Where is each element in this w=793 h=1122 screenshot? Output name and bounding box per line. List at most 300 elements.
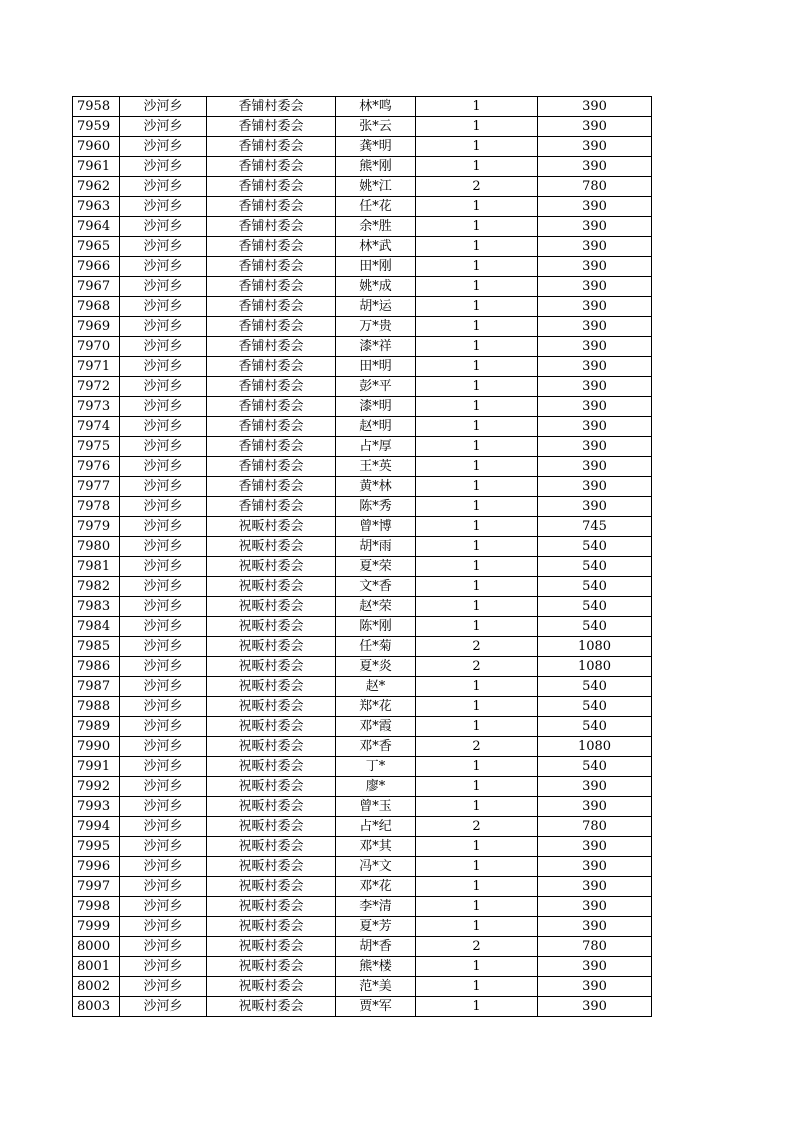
row-number-cell: 7967	[73, 277, 120, 297]
amount-cell: 540	[538, 697, 652, 717]
township-cell: 沙河乡	[120, 577, 207, 597]
amount-cell: 390	[538, 897, 652, 917]
name-cell: 赵*	[336, 677, 416, 697]
amount-cell: 1080	[538, 657, 652, 677]
name-cell: 文*香	[336, 577, 416, 597]
name-cell: 漆*明	[336, 397, 416, 417]
name-cell: 田*明	[336, 357, 416, 377]
amount-cell: 1080	[538, 737, 652, 757]
table-row	[73, 757, 652, 777]
count-cell: 1	[416, 417, 538, 437]
township-cell: 沙河乡	[120, 497, 207, 517]
township-cell: 沙河乡	[120, 997, 207, 1017]
table-row	[73, 437, 652, 457]
count-cell: 1	[416, 877, 538, 897]
count-cell: 1	[416, 977, 538, 997]
count-cell: 1	[416, 837, 538, 857]
township-cell: 沙河乡	[120, 817, 207, 837]
row-number-cell: 7981	[73, 557, 120, 577]
township-cell: 沙河乡	[120, 917, 207, 937]
table-row	[73, 377, 652, 397]
row-number-cell: 8000	[73, 937, 120, 957]
table-row	[73, 477, 652, 497]
table-row	[73, 597, 652, 617]
count-cell: 2	[416, 637, 538, 657]
village-committee-cell: 香铺村委会	[207, 377, 336, 397]
count-cell: 1	[416, 597, 538, 617]
village-committee-cell: 香铺村委会	[207, 197, 336, 217]
table-row	[73, 997, 652, 1017]
village-committee-cell: 香铺村委会	[207, 297, 336, 317]
count-cell: 1	[416, 917, 538, 937]
village-committee-cell: 祝畈村委会	[207, 577, 336, 597]
name-cell: 万*贵	[336, 317, 416, 337]
village-committee-cell: 香铺村委会	[207, 237, 336, 257]
village-committee-cell: 祝畈村委会	[207, 977, 336, 997]
amount-cell: 390	[538, 197, 652, 217]
table-row	[73, 937, 652, 957]
name-cell: 余*胜	[336, 217, 416, 237]
name-cell: 邓*霞	[336, 717, 416, 737]
amount-cell: 390	[538, 277, 652, 297]
village-committee-cell: 祝畈村委会	[207, 697, 336, 717]
village-committee-cell: 香铺村委会	[207, 337, 336, 357]
table-row	[73, 317, 652, 337]
village-committee-cell: 祝畈村委会	[207, 917, 336, 937]
name-cell: 黄*林	[336, 477, 416, 497]
township-cell: 沙河乡	[120, 637, 207, 657]
row-number-cell: 7985	[73, 637, 120, 657]
township-cell: 沙河乡	[120, 697, 207, 717]
amount-cell: 745	[538, 517, 652, 537]
count-cell: 1	[416, 697, 538, 717]
count-cell: 2	[416, 737, 538, 757]
table-row	[73, 637, 652, 657]
row-number-cell: 7993	[73, 797, 120, 817]
amount-cell: 390	[538, 437, 652, 457]
township-cell: 沙河乡	[120, 437, 207, 457]
row-number-cell: 7958	[73, 97, 120, 117]
amount-cell: 390	[538, 337, 652, 357]
amount-cell: 390	[538, 157, 652, 177]
count-cell: 1	[416, 97, 538, 117]
row-number-cell: 7982	[73, 577, 120, 597]
table-row	[73, 117, 652, 137]
table-body	[73, 97, 652, 1017]
name-cell: 夏*芳	[336, 917, 416, 937]
amount-cell: 390	[538, 117, 652, 137]
row-number-cell: 8003	[73, 997, 120, 1017]
table-row	[73, 817, 652, 837]
amount-cell: 540	[538, 597, 652, 617]
township-cell: 沙河乡	[120, 377, 207, 397]
village-committee-cell: 香铺村委会	[207, 397, 336, 417]
village-committee-cell: 祝畈村委会	[207, 557, 336, 577]
table-row	[73, 737, 652, 757]
row-number-cell: 7984	[73, 617, 120, 637]
name-cell: 林*鸣	[336, 97, 416, 117]
township-cell: 沙河乡	[120, 257, 207, 277]
row-number-cell: 7999	[73, 917, 120, 937]
township-cell: 沙河乡	[120, 597, 207, 617]
amount-cell: 390	[538, 397, 652, 417]
name-cell: 邓*香	[336, 737, 416, 757]
amount-cell: 540	[538, 577, 652, 597]
row-number-cell: 7978	[73, 497, 120, 517]
table-row	[73, 557, 652, 577]
township-cell: 沙河乡	[120, 877, 207, 897]
amount-cell: 390	[538, 877, 652, 897]
name-cell: 占*纪	[336, 817, 416, 837]
township-cell: 沙河乡	[120, 897, 207, 917]
count-cell: 1	[416, 317, 538, 337]
village-committee-cell: 香铺村委会	[207, 277, 336, 297]
township-cell: 沙河乡	[120, 717, 207, 737]
count-cell: 1	[416, 477, 538, 497]
table-row	[73, 257, 652, 277]
amount-cell: 390	[538, 377, 652, 397]
name-cell: 赵*明	[336, 417, 416, 437]
name-cell: 胡*香	[336, 937, 416, 957]
village-committee-cell: 祝畈村委会	[207, 857, 336, 877]
village-committee-cell: 祝畈村委会	[207, 937, 336, 957]
row-number-cell: 7961	[73, 157, 120, 177]
row-number-cell: 7986	[73, 657, 120, 677]
township-cell: 沙河乡	[120, 357, 207, 377]
count-cell: 1	[416, 677, 538, 697]
township-cell: 沙河乡	[120, 737, 207, 757]
count-cell: 1	[416, 337, 538, 357]
table-row	[73, 917, 652, 937]
village-committee-cell: 香铺村委会	[207, 477, 336, 497]
row-number-cell: 7987	[73, 677, 120, 697]
row-number-cell: 7990	[73, 737, 120, 757]
row-number-cell: 7973	[73, 397, 120, 417]
township-cell: 沙河乡	[120, 237, 207, 257]
township-cell: 沙河乡	[120, 97, 207, 117]
count-cell: 1	[416, 397, 538, 417]
amount-cell: 390	[538, 237, 652, 257]
count-cell: 1	[416, 257, 538, 277]
count-cell: 2	[416, 657, 538, 677]
name-cell: 姚*江	[336, 177, 416, 197]
name-cell: 占*厚	[336, 437, 416, 457]
name-cell: 郑*花	[336, 697, 416, 717]
count-cell: 1	[416, 217, 538, 237]
name-cell: 任*菊	[336, 637, 416, 657]
table-row	[73, 617, 652, 637]
village-committee-cell: 祝畈村委会	[207, 537, 336, 557]
township-cell: 沙河乡	[120, 117, 207, 137]
amount-cell: 390	[538, 297, 652, 317]
count-cell: 1	[416, 237, 538, 257]
row-number-cell: 7970	[73, 337, 120, 357]
row-number-cell: 7998	[73, 897, 120, 917]
township-cell: 沙河乡	[120, 657, 207, 677]
name-cell: 曾*博	[336, 517, 416, 537]
amount-cell: 390	[538, 417, 652, 437]
table-row	[73, 657, 652, 677]
count-cell: 1	[416, 577, 538, 597]
amount-cell: 390	[538, 777, 652, 797]
row-number-cell: 7971	[73, 357, 120, 377]
township-cell: 沙河乡	[120, 537, 207, 557]
count-cell: 1	[416, 277, 538, 297]
amount-cell: 390	[538, 257, 652, 277]
village-committee-cell: 香铺村委会	[207, 177, 336, 197]
row-number-cell: 7995	[73, 837, 120, 857]
township-cell: 沙河乡	[120, 217, 207, 237]
table-row	[73, 577, 652, 597]
row-number-cell: 7997	[73, 877, 120, 897]
township-cell: 沙河乡	[120, 977, 207, 997]
name-cell: 姚*成	[336, 277, 416, 297]
count-cell: 1	[416, 117, 538, 137]
village-committee-cell: 祝畈村委会	[207, 897, 336, 917]
township-cell: 沙河乡	[120, 477, 207, 497]
name-cell: 林*武	[336, 237, 416, 257]
row-number-cell: 7968	[73, 297, 120, 317]
row-number-cell: 7977	[73, 477, 120, 497]
amount-cell: 390	[538, 457, 652, 477]
row-number-cell: 8001	[73, 957, 120, 977]
count-cell: 1	[416, 557, 538, 577]
name-cell: 夏*炎	[336, 657, 416, 677]
village-committee-cell: 香铺村委会	[207, 257, 336, 277]
township-cell: 沙河乡	[120, 837, 207, 857]
amount-cell: 540	[538, 677, 652, 697]
row-number-cell: 7989	[73, 717, 120, 737]
name-cell: 廖*	[336, 777, 416, 797]
village-committee-cell: 香铺村委会	[207, 157, 336, 177]
village-committee-cell: 祝畈村委会	[207, 757, 336, 777]
amount-cell: 390	[538, 137, 652, 157]
amount-cell: 390	[538, 857, 652, 877]
village-committee-cell: 祝畈村委会	[207, 817, 336, 837]
township-cell: 沙河乡	[120, 617, 207, 637]
table-row	[73, 777, 652, 797]
amount-cell: 390	[538, 357, 652, 377]
name-cell: 田*刚	[336, 257, 416, 277]
row-number-cell: 7966	[73, 257, 120, 277]
table-row	[73, 717, 652, 737]
count-cell: 1	[416, 617, 538, 637]
count-cell: 1	[416, 197, 538, 217]
table-row	[73, 417, 652, 437]
row-number-cell: 7996	[73, 857, 120, 877]
count-cell: 1	[416, 437, 538, 457]
table-row	[73, 957, 652, 977]
count-cell: 2	[416, 937, 538, 957]
name-cell: 丁*	[336, 757, 416, 777]
count-cell: 2	[416, 817, 538, 837]
name-cell: 彭*平	[336, 377, 416, 397]
row-number-cell: 7962	[73, 177, 120, 197]
amount-cell: 390	[538, 497, 652, 517]
count-cell: 1	[416, 777, 538, 797]
village-committee-cell: 祝畈村委会	[207, 517, 336, 537]
village-committee-cell: 香铺村委会	[207, 117, 336, 137]
name-cell: 龚*明	[336, 137, 416, 157]
name-cell: 陈*刚	[336, 617, 416, 637]
count-cell: 1	[416, 797, 538, 817]
row-number-cell: 7969	[73, 317, 120, 337]
village-committee-cell: 香铺村委会	[207, 217, 336, 237]
village-committee-cell: 祝畈村委会	[207, 997, 336, 1017]
amount-cell: 780	[538, 177, 652, 197]
count-cell: 1	[416, 957, 538, 977]
count-cell: 1	[416, 377, 538, 397]
village-committee-cell: 香铺村委会	[207, 437, 336, 457]
amount-cell: 540	[538, 617, 652, 637]
table-row	[73, 177, 652, 197]
table-row	[73, 897, 652, 917]
count-cell: 1	[416, 157, 538, 177]
amount-cell: 540	[538, 557, 652, 577]
township-cell: 沙河乡	[120, 857, 207, 877]
township-cell: 沙河乡	[120, 337, 207, 357]
township-cell: 沙河乡	[120, 517, 207, 537]
row-number-cell: 7991	[73, 757, 120, 777]
amount-cell: 390	[538, 477, 652, 497]
count-cell: 1	[416, 357, 538, 377]
village-committee-cell: 香铺村委会	[207, 317, 336, 337]
amount-cell: 1080	[538, 637, 652, 657]
amount-cell: 390	[538, 97, 652, 117]
name-cell: 赵*荣	[336, 597, 416, 617]
village-committee-cell: 香铺村委会	[207, 497, 336, 517]
name-cell: 胡*运	[336, 297, 416, 317]
count-cell: 1	[416, 457, 538, 477]
row-number-cell: 7983	[73, 597, 120, 617]
name-cell: 贾*军	[336, 997, 416, 1017]
table-row	[73, 217, 652, 237]
count-cell: 1	[416, 857, 538, 877]
village-committee-cell: 香铺村委会	[207, 457, 336, 477]
amount-cell: 390	[538, 797, 652, 817]
township-cell: 沙河乡	[120, 937, 207, 957]
row-number-cell: 7980	[73, 537, 120, 557]
table-row	[73, 857, 652, 877]
count-cell: 1	[416, 897, 538, 917]
name-cell: 邓*花	[336, 877, 416, 897]
table-row	[73, 517, 652, 537]
row-number-cell: 7964	[73, 217, 120, 237]
township-cell: 沙河乡	[120, 677, 207, 697]
township-cell: 沙河乡	[120, 157, 207, 177]
amount-cell: 780	[538, 937, 652, 957]
row-number-cell: 7976	[73, 457, 120, 477]
village-committee-cell: 香铺村委会	[207, 97, 336, 117]
village-committee-cell: 祝畈村委会	[207, 957, 336, 977]
row-number-cell: 8002	[73, 977, 120, 997]
row-number-cell: 7992	[73, 777, 120, 797]
count-cell: 1	[416, 757, 538, 777]
amount-cell: 540	[538, 717, 652, 737]
township-cell: 沙河乡	[120, 197, 207, 217]
township-cell: 沙河乡	[120, 457, 207, 477]
amount-cell: 780	[538, 817, 652, 837]
table-row	[73, 157, 652, 177]
row-number-cell: 7959	[73, 117, 120, 137]
amount-cell: 540	[538, 537, 652, 557]
table-row	[73, 877, 652, 897]
count-cell: 1	[416, 997, 538, 1017]
village-committee-cell: 祝畈村委会	[207, 737, 336, 757]
table-row	[73, 497, 652, 517]
name-cell: 夏*荣	[336, 557, 416, 577]
table-row	[73, 697, 652, 717]
township-cell: 沙河乡	[120, 797, 207, 817]
table-row	[73, 457, 652, 477]
name-cell: 邓*其	[336, 837, 416, 857]
township-cell: 沙河乡	[120, 957, 207, 977]
name-cell: 曾*玉	[336, 797, 416, 817]
table-row	[73, 357, 652, 377]
table-row	[73, 97, 652, 117]
name-cell: 陈*秀	[336, 497, 416, 517]
village-committee-cell: 香铺村委会	[207, 357, 336, 377]
township-cell: 沙河乡	[120, 777, 207, 797]
count-cell: 1	[416, 537, 538, 557]
village-committee-cell: 祝畈村委会	[207, 797, 336, 817]
village-committee-cell: 祝畈村委会	[207, 657, 336, 677]
table-row	[73, 977, 652, 997]
township-cell: 沙河乡	[120, 757, 207, 777]
row-number-cell: 7988	[73, 697, 120, 717]
name-cell: 冯*文	[336, 857, 416, 877]
township-cell: 沙河乡	[120, 177, 207, 197]
township-cell: 沙河乡	[120, 417, 207, 437]
amount-cell: 390	[538, 917, 652, 937]
village-committee-cell: 祝畈村委会	[207, 677, 336, 697]
village-committee-cell: 祝畈村委会	[207, 717, 336, 737]
table-row	[73, 337, 652, 357]
amount-cell: 390	[538, 317, 652, 337]
township-cell: 沙河乡	[120, 277, 207, 297]
row-number-cell: 7960	[73, 137, 120, 157]
township-cell: 沙河乡	[120, 397, 207, 417]
table-row	[73, 797, 652, 817]
name-cell: 任*花	[336, 197, 416, 217]
amount-cell: 390	[538, 837, 652, 857]
village-committee-cell: 祝畈村委会	[207, 637, 336, 657]
village-committee-cell: 香铺村委会	[207, 417, 336, 437]
name-cell: 张*云	[336, 117, 416, 137]
table-row	[73, 197, 652, 217]
village-committee-cell: 祝畈村委会	[207, 597, 336, 617]
village-committee-cell: 祝畈村委会	[207, 617, 336, 637]
name-cell: 王*英	[336, 457, 416, 477]
table-row	[73, 297, 652, 317]
name-cell: 熊*楼	[336, 957, 416, 977]
table-row	[73, 237, 652, 257]
village-committee-cell: 祝畈村委会	[207, 877, 336, 897]
table-row	[73, 837, 652, 857]
count-cell: 1	[416, 297, 538, 317]
row-number-cell: 7975	[73, 437, 120, 457]
count-cell: 1	[416, 137, 538, 157]
amount-cell: 540	[538, 757, 652, 777]
count-cell: 2	[416, 177, 538, 197]
table-row	[73, 137, 652, 157]
row-number-cell: 7979	[73, 517, 120, 537]
table-row	[73, 277, 652, 297]
row-number-cell: 7965	[73, 237, 120, 257]
name-cell: 范*美	[336, 977, 416, 997]
table-row	[73, 677, 652, 697]
row-number-cell: 7974	[73, 417, 120, 437]
